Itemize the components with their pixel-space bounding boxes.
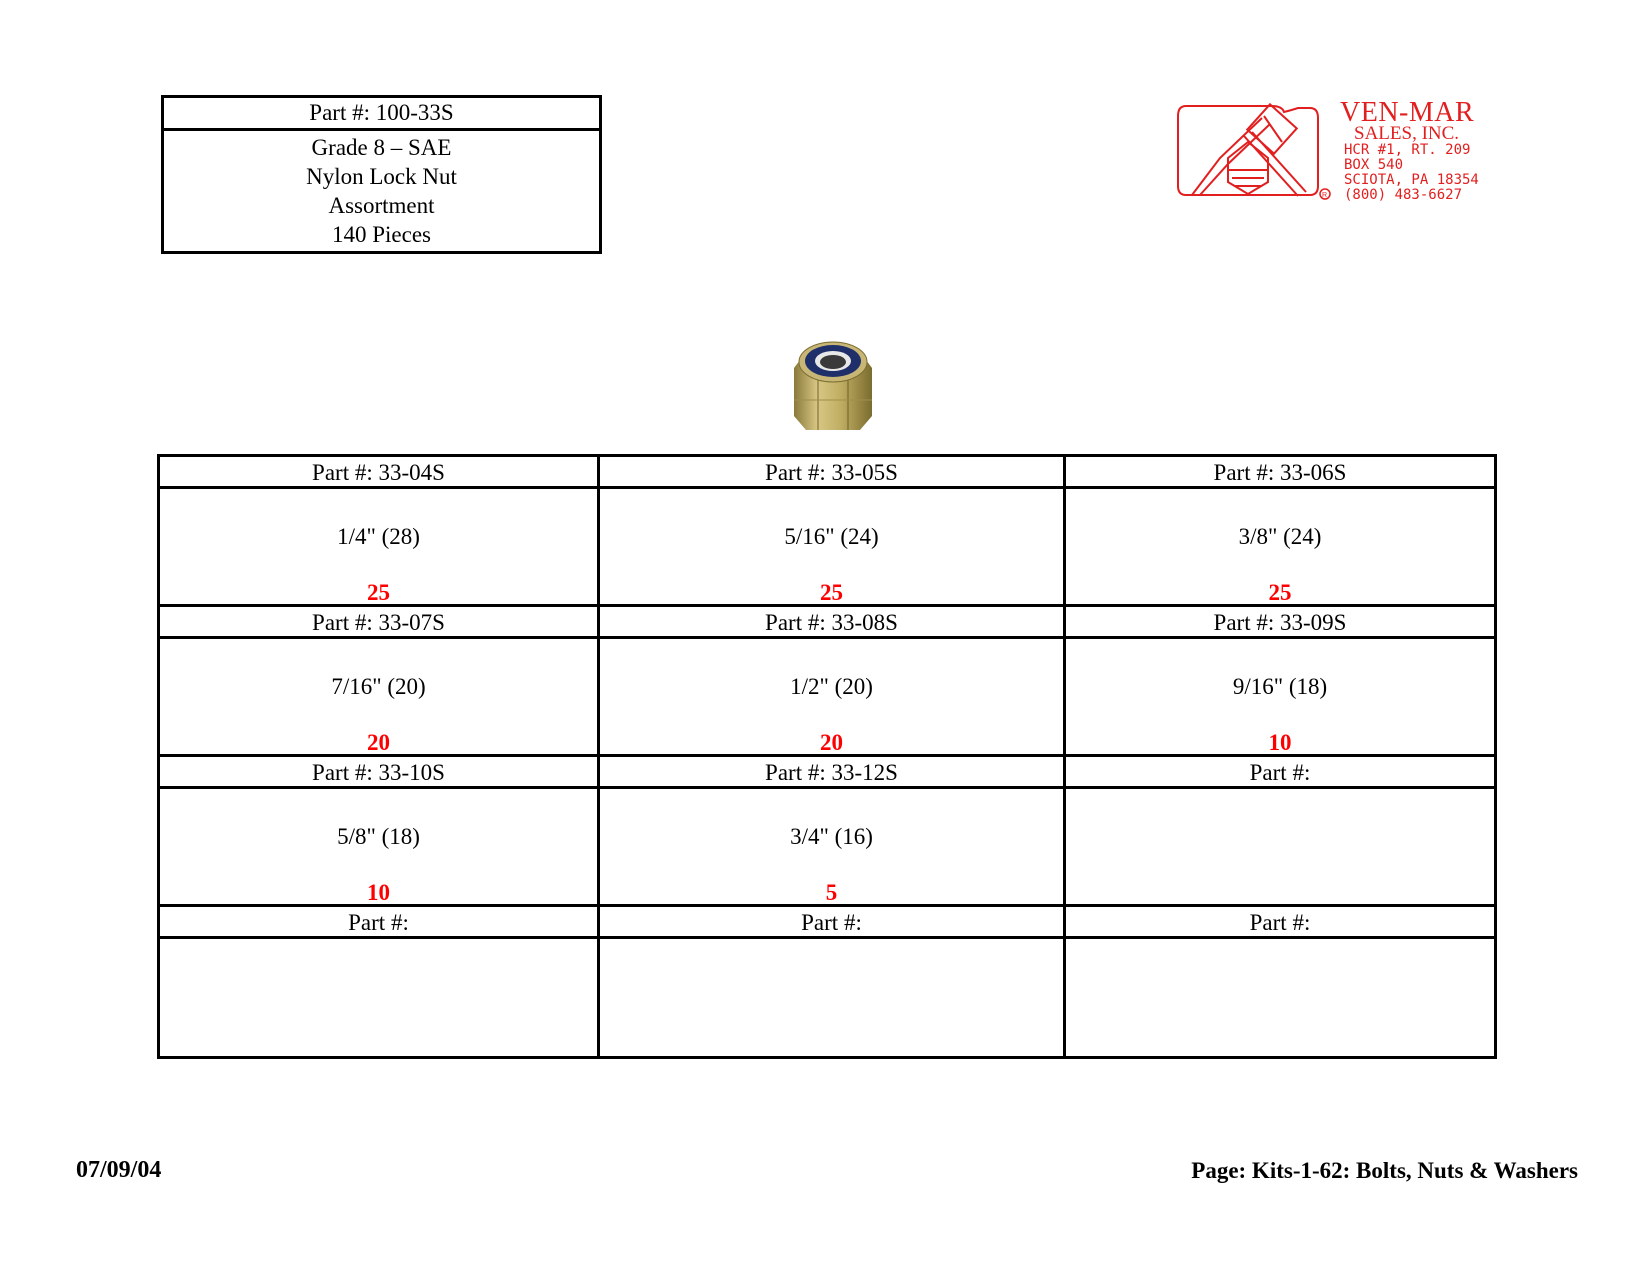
bolt-nut-logo-icon <box>1172 98 1340 213</box>
part-number: Part #: 33-07S <box>160 607 597 639</box>
part-number: Part #: <box>600 907 1063 939</box>
company-address-line: SCIOTA, PA 18354 <box>1344 172 1479 188</box>
svg-text:R: R <box>1322 192 1328 199</box>
company-address-line: HCR #1, RT. 209 <box>1344 142 1471 158</box>
kit-piece-count: 140 Pieces <box>331 222 431 247</box>
part-quantity: 20 <box>367 730 390 755</box>
part-cell <box>1066 457 1494 607</box>
part-number: Part #: 33-05S <box>600 457 1063 489</box>
company-address-line: BOX 540 <box>1344 157 1404 173</box>
part-cell <box>160 607 600 757</box>
kit-grade: Grade 8 – SAE <box>311 135 452 160</box>
part-number: Part #: 33-06S <box>1066 457 1494 489</box>
part-cell <box>1066 757 1494 907</box>
part-size: 3/4" (16) <box>790 824 873 849</box>
part-cell <box>1066 607 1494 757</box>
company-subtitle: SALES, INC. <box>1354 123 1460 144</box>
part-quantity: 25 <box>367 580 390 605</box>
part-cell <box>600 757 1066 907</box>
company-phone: (800) 483-6627 <box>1344 187 1463 203</box>
part-cell <box>160 907 600 1056</box>
part-cell <box>160 757 600 907</box>
part-size: 3/8" (24) <box>1238 524 1322 549</box>
part-number: Part #: 33-12S <box>600 757 1063 789</box>
part-cell <box>600 607 1066 757</box>
part-size: 9/16" (18) <box>1232 674 1328 699</box>
part-size: 7/16" (20) <box>331 674 426 699</box>
footer-page-label: Page: Kits-1-62: Bolts, Nuts & Washers <box>1191 1158 1578 1183</box>
part-quantity: 5 <box>825 880 838 905</box>
part-size: 1/2" (20) <box>790 674 873 699</box>
part-quantity: 25 <box>1268 580 1292 605</box>
part-cell <box>600 457 1066 607</box>
kit-description <box>164 131 599 251</box>
kit-kind: Assortment <box>328 193 435 218</box>
part-quantity: 10 <box>1268 730 1292 755</box>
part-number: Part #: <box>1066 907 1494 939</box>
part-quantity: 20 <box>820 730 843 755</box>
part-size: 1/4" (28) <box>337 524 420 549</box>
part-quantity: 10 <box>367 880 390 905</box>
part-number: Part #: <box>160 907 597 939</box>
kit-part-number: Part #: 100-33S <box>164 98 599 131</box>
footer-date: 07/09/04 <box>76 1157 162 1183</box>
part-cell <box>600 907 1066 1056</box>
part-cell <box>160 457 600 607</box>
company-name: VEN-MAR <box>1340 97 1475 128</box>
part-number: Part #: 33-04S <box>160 457 597 489</box>
part-number: Part #: 33-09S <box>1066 607 1494 639</box>
part-number: Part #: 33-10S <box>160 757 597 789</box>
company-logo <box>1172 98 1522 213</box>
part-number: Part #: <box>1066 757 1494 789</box>
part-cell <box>1066 907 1494 1056</box>
kit-info-box <box>161 95 602 254</box>
part-size: 5/8" (18) <box>337 824 420 849</box>
kit-type: Nylon Lock Nut <box>306 164 457 189</box>
parts-table <box>157 454 1497 1059</box>
part-number: Part #: 33-08S <box>600 607 1063 639</box>
part-quantity: 25 <box>820 580 843 605</box>
nylon-lock-nut-icon <box>788 338 878 433</box>
part-size: 5/16" (24) <box>784 524 879 549</box>
